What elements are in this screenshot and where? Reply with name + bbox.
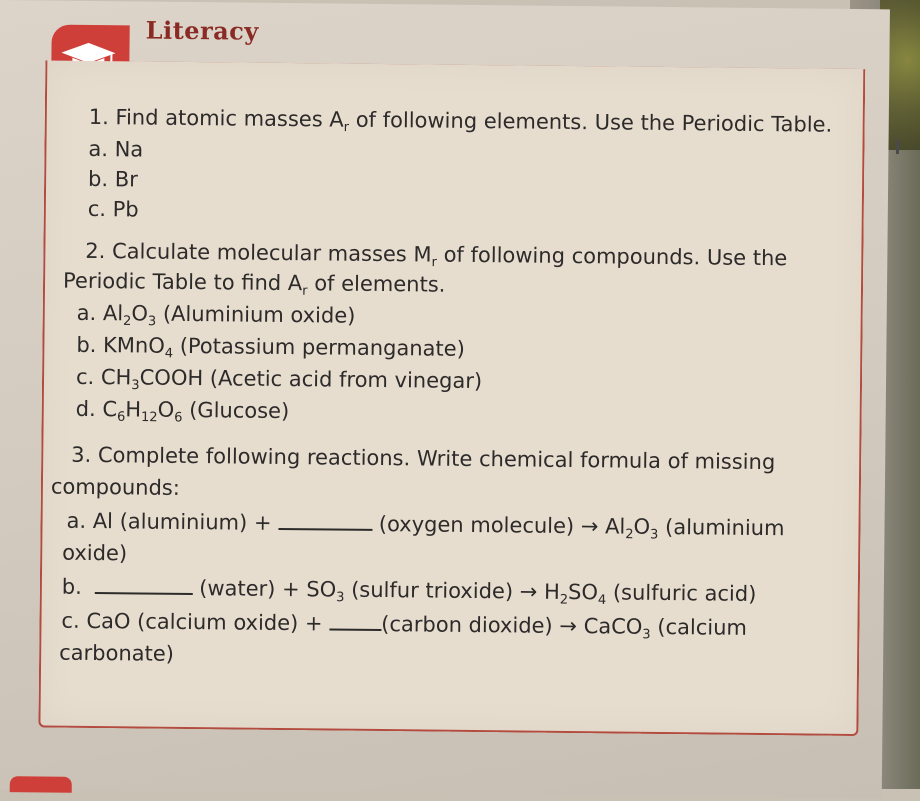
formula-sub: 3 [336,590,344,605]
formula-part: (Potassium permanganate) [173,334,465,361]
q2-item-b [76,333,465,365]
formula-part: COOH (Acetic acid from vinegar) [140,365,483,393]
reaction-part: (sulfur trioxide) → H [344,578,560,604]
q2-stem-part: of following compounds. Use the [437,243,788,271]
q1-item-b: b. Br [88,167,138,193]
reaction-part: a. Al (aluminium) + [66,509,278,535]
formula-sub: 4 [165,346,173,361]
exercise-box [38,60,865,736]
q1-stem-part: 1. Find atomic masses A [89,105,344,132]
reaction-part: SO [568,580,598,604]
answer-blank [329,627,381,631]
formula-sub: 2 [123,314,131,329]
q3-stem-line2: compounds: [51,475,180,502]
q1-stem-part: of following elements. Use the Periodic Table. [349,108,832,137]
formula-sub: 3 [148,314,156,329]
reaction-part: b. [62,575,89,599]
formula-part: b. KMnO [76,333,165,358]
reaction-part: (oxygen molecule) → Al [372,512,625,539]
reaction-part: (carbon dioxide) → CaCO [381,612,642,639]
reaction-part: (sulfuric acid) [606,580,756,606]
formula-part: H [125,397,141,421]
q2-item-a [77,301,356,332]
reaction-part: O [633,515,650,539]
formula-sub: 2 [560,592,568,607]
reaction-part: (water) + SO [192,576,336,602]
formula-sub: 2 [625,527,633,542]
formula-sub: 6 [117,410,125,425]
formula-part: a. Al [77,301,124,325]
q3-item-c [61,609,747,644]
q3-item-a [66,509,784,545]
q2-stem-part: 2. Calculate molecular masses M [85,239,431,267]
q2-item-c [76,365,482,397]
q2-stem-sub: r [302,284,308,299]
formula-part: O [131,301,148,325]
formula-sub: 12 [141,410,158,425]
next-section-badge [10,776,72,793]
q1-item-c: c. Pb [88,197,139,223]
q2-stem-sub: r [431,255,437,270]
formula-part: c. CH [76,365,132,390]
q3-item-c-cont: carbonate) [59,641,174,667]
q1-stem [89,105,833,141]
answer-blank [94,591,192,595]
q3-item-a-cont: oxide) [62,541,127,567]
q3-stem-line1: 3. Complete following reactions. Write chemical formula of missing [71,443,775,476]
formula-sub: 6 [174,410,182,425]
answer-blank [278,527,372,531]
q2-stem-line2 [63,269,446,301]
reaction-part: (aluminium [658,515,784,540]
page-edge-mark [896,140,899,154]
q3-item-b [62,575,757,610]
formula-part: O [158,398,175,422]
q2-stem-part: of elements. [307,271,445,296]
reaction-part: c. CaO (calcium oxide) + [61,609,329,636]
q1-item-a: a. Na [88,137,143,163]
formula-sub: 3 [131,378,139,393]
q1-stem-sub: r [344,120,350,135]
reaction-part: (calcium [651,615,748,640]
formula-sub: 3 [642,627,650,642]
formula-part: (Glucose) [182,398,289,423]
formula-sub: 3 [650,527,658,542]
section-title: Literacy [146,16,259,46]
formula-part: (Aluminium oxide) [156,302,355,328]
formula-sub: 4 [598,593,606,608]
formula-part: d. C [76,397,118,421]
q2-stem-part: Periodic Table to find A [63,269,302,296]
q2-item-d [76,397,290,427]
